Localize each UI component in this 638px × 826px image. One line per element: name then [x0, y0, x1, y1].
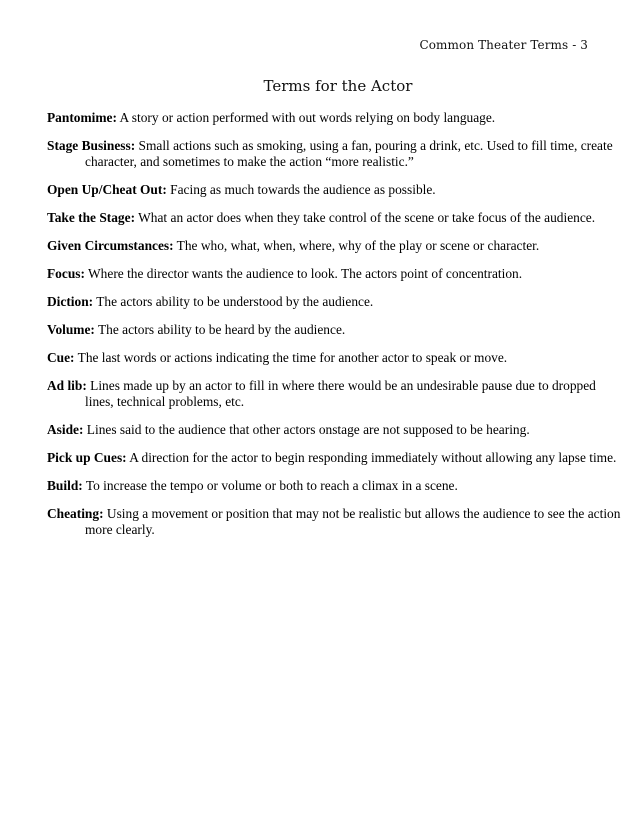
term-name: Focus:	[47, 266, 85, 281]
term-entry	[47, 182, 623, 198]
term-definition: To increase the tempo or volume or both to reach a climax in a scene.	[82, 478, 458, 493]
term-name: Stage Business:	[47, 138, 136, 153]
term-entry	[47, 422, 623, 438]
term-name: Pantomime:	[47, 110, 117, 125]
term-entry	[47, 378, 623, 410]
term-name: Cheating:	[47, 506, 104, 521]
term-name: Volume:	[47, 322, 95, 337]
term-definition: Lines made up by an actor to fill in where there would be an undesirable pause due to dropped lines, technical problems, etc.	[85, 378, 596, 409]
terms-list	[47, 110, 623, 550]
term-entry	[47, 238, 623, 254]
term-entry	[47, 294, 623, 310]
term-definition: What an actor does when they take control of the scene or take focus of the audience.	[135, 210, 596, 225]
term-definition: The last words or actions indicating the time for another actor to speak or move.	[74, 350, 508, 365]
term-name: Open Up/Cheat Out:	[47, 182, 167, 197]
term-definition: A story or action performed with out words relying on body language.	[116, 110, 496, 125]
term-entry	[47, 266, 623, 282]
term-entry	[47, 478, 623, 494]
term-name: Build:	[47, 478, 83, 493]
term-definition: The actors ability to be heard by the audience.	[94, 322, 346, 337]
term-definition: Using a movement or position that may not be realistic but allows the audience to see the action more clearly.	[85, 506, 621, 537]
term-entry	[47, 138, 623, 170]
term-definition: Lines said to the audience that other actors onstage are not supposed to be hearing.	[83, 422, 530, 437]
term-entry	[47, 350, 623, 366]
term-name: Take the Stage:	[47, 210, 136, 225]
term-definition: Small actions such as smoking, using a fan, pouring a drink, etc. Used to fill time, create character, and sometimes to make the action “more realistic.”	[85, 138, 613, 169]
term-name: Ad lib:	[47, 378, 87, 393]
term-entry	[47, 210, 623, 226]
term-name: Aside:	[47, 422, 84, 437]
term-definition: Where the director wants the audience to look. The actors point of concentration.	[84, 266, 523, 281]
page-header: Common Theater Terms - 3	[419, 38, 588, 52]
term-definition: The who, what, when, where, why of the play or scene or character.	[173, 238, 540, 253]
term-definition: A direction for the actor to begin responding immediately without allowing any lapse time.	[126, 450, 617, 465]
term-entry	[47, 506, 623, 538]
term-definition: The actors ability to be understood by the audience.	[93, 294, 374, 309]
term-entry	[47, 322, 623, 338]
term-entry	[47, 110, 623, 126]
term-definition: Facing as much towards the audience as possible.	[166, 182, 436, 197]
term-name: Pick up Cues:	[47, 450, 127, 465]
term-name: Cue:	[47, 350, 75, 365]
term-entry	[47, 450, 623, 466]
term-name: Diction:	[47, 294, 94, 309]
page-title: Terms for the Actor	[263, 77, 413, 95]
term-name: Given Circumstances:	[47, 238, 174, 253]
